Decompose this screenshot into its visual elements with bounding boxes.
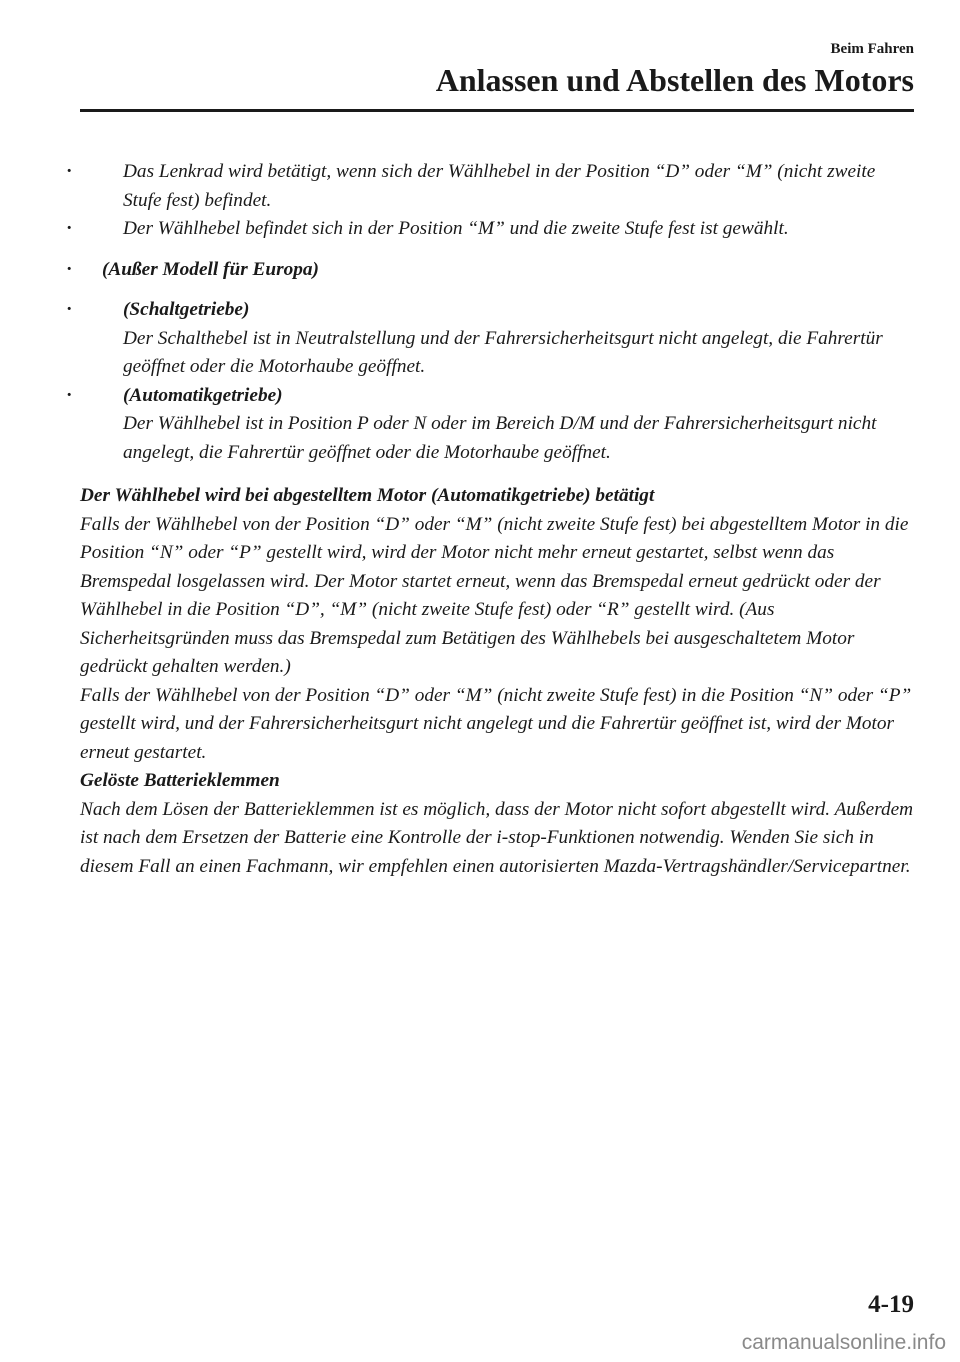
- section-paragraph: Falls der Wählhebel von der Position “D” oder “M” (nicht zweite Stufe fest) bei abgestelltem Motor in die Position “N” oder “P” gestellt wird, wird der Motor nicht mehr erneut gestartet, selbst wenn das Bremspedal losgelassen wird. Der Motor startet erneut, wenn das Bremspedal erneut gedrückt oder der Wählhebel in die Position “D”, “M” (nicht zweite Stufe fest) oder “R” gestellt wird. (Aus Sicherheitsgründen muss das Bremspedal zum Betätigen des Wählhebels bei ausgeschaltetem Motor gedrückt gehalten werden.): [80, 513, 909, 677]
- section-paragraph: Nach dem Lösen der Batterieklemmen ist es möglich, dass der Motor nicht sofort abgestellt wird. Außerdem ist nach dem Ersetzen der Batterie eine Kontrolle der i-stop-Funktionen notwendig. Wenden Sie sich in diesem Fall an einen Fachmann, wir empfehlen einen autorisierten Mazda-Vertragshändler/Servicepartner.: [80, 798, 914, 877]
- list-item-automatic: [80, 382, 914, 468]
- manual-text: Der Schalthebel ist in Neutralstellung und der Fahrersicherheitsgurt nicht angelegt, die Fahrertür geöffnet oder die Motorhaube geöffnet.: [123, 327, 883, 377]
- section-heading: Der Wählhebel wird bei abgestelltem Motor (Automatikgetriebe) betätigt: [80, 485, 655, 506]
- section-label: Beim Fahren: [830, 41, 914, 57]
- section-heading: Gelöste Batterieklemmen: [80, 770, 280, 791]
- section-paragraph: Falls der Wählhebel von der Position “D” oder “M” (nicht zweite Stufe fest) in die Position “N” oder “P” gestellt wird, und der Fahrersicherheitsgurt nicht angelegt und die Fahrertür geöffnet ist, wird der Motor erneut gestartet.: [80, 684, 912, 763]
- page-number: 4-19: [868, 1291, 914, 1318]
- automatic-text: Der Wählhebel ist in Position P oder N oder im Bereich D/M und der Fahrersicherheitsgurt nicht angelegt, die Fahrertür geöffnet oder die Motorhaube geöffnet.: [123, 413, 877, 463]
- page-content: [80, 158, 914, 881]
- list-item: · Das Lenkrad wird betätigt, wenn sich der Wählhebel in der Position “D” oder “M” (nicht zweite Stufe fest) befindet.: [80, 158, 914, 215]
- header-divider: [80, 109, 914, 112]
- section-selector-lever: [80, 482, 914, 767]
- non-europe-heading: · (Außer Modell für Europa): [80, 256, 914, 285]
- watermark: carmanualsonline.info: [741, 1331, 946, 1354]
- manual-heading: · (Schaltgetriebe): [123, 299, 250, 320]
- chapter-title: Anlassen und Abstellen des Motors: [435, 62, 914, 98]
- page-header: [436, 40, 914, 98]
- list-item: · Der Wählhebel befindet sich in der Position “M” und die zweite Stufe fest ist gewählt.: [80, 215, 914, 244]
- automatic-heading: · (Automatikgetriebe): [123, 384, 283, 406]
- section-battery-terminals: [80, 767, 914, 881]
- list-item-manual: [80, 296, 914, 382]
